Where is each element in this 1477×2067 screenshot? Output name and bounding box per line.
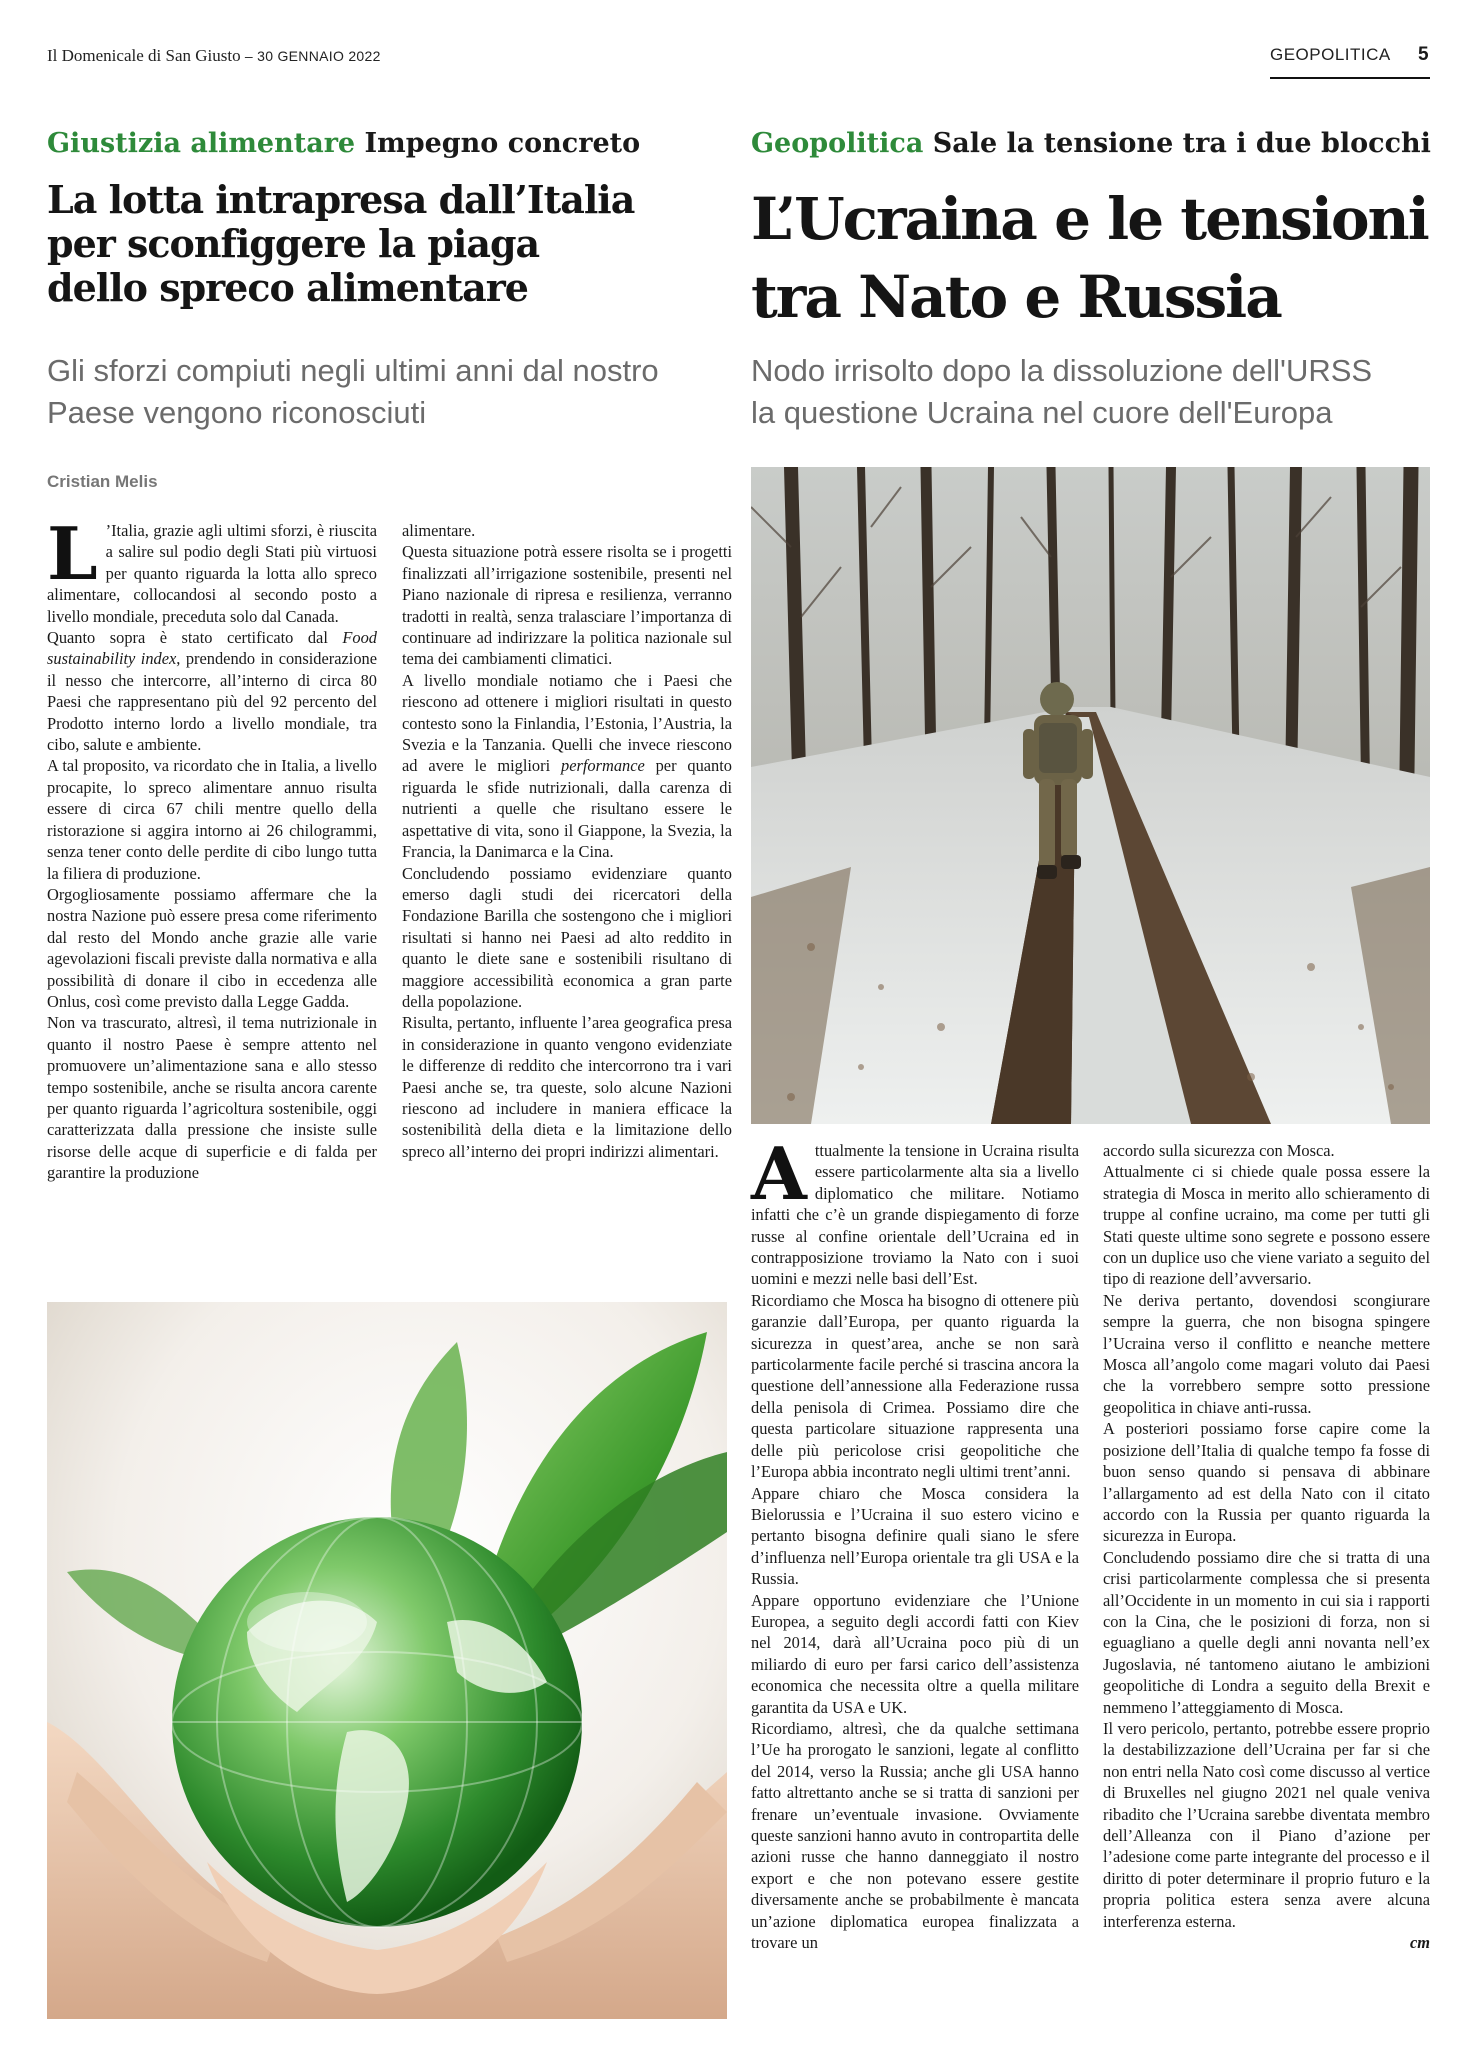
left-kicker <box>47 128 640 159</box>
paragraph: Appare opportuno evidenziare che l’Unione Europea, a seguito degli accordi fatti con Kiev nel 2014, darà all’Ucraina poco più di un miliardo di euro per farsi carico dell’assistenza economica che necessita oltre a quella militare garantita da USA e UK. <box>751 1590 1079 1717</box>
left-subtitle-line: Paese vengono riconosciuti <box>47 395 427 430</box>
right-article-column-2 <box>1103 1140 1430 1953</box>
paragraph: Ricordiamo, altresì, che da qualche settimana l’Ue ha prorogato le sanzioni, legate al conflitto del 2014, verso la Russia; anche gli USA hanno fatto altrettanto anche se si tratta di sanzioni per frenare un’eventuale invasione. Ovviamente queste sanzioni hanno avuto in contropartita delle azioni russe che hanno danneggiato il nostro export e che non potevano essere gestite diversamente anche se probabilmente è mancata un’azione diplomatica europea finalizzata a trovare un <box>751 1718 1079 1953</box>
trench-illustration <box>751 467 1430 1124</box>
publication-date: – 30 GENNAIO 2022 <box>244 48 381 64</box>
paragraph: Concludendo possiamo evidenziare quanto emerso dagli studi dei ricercatori della Fondazione Barilla che sostengono che i migliori risultati si hanno nei Paesi ad alto reddito in quanto le diete sane e sostenibili risultano di maggiore accessibilità economica a gran parte della popolazione. <box>402 863 732 1011</box>
byline: Cristian Melis <box>47 472 158 491</box>
publication-header <box>47 46 381 66</box>
left-kicker-topic: Giustizia alimentare <box>47 128 356 159</box>
paragraph: Concludendo possiamo dire che si tratta di una crisi particolarmente complessa che si presenta all’Occidente in un momento in cui sia i rapporti con la Cina, che le posizioni di forza, non si eguagliano a quelle degli anni novanta nell’ex Jugoslavia, né tantomeno aiutano le ambizioni geopolitiche di Londra a seguito della Brexit e nemmeno l’atteggiamento di Mosca. <box>1103 1547 1430 1717</box>
author-signature: cm <box>1409 1933 1430 1953</box>
paragraph: Appare chiaro che Mosca considera la Bielorussia e l’Ucraina il suo estero vicino e pertanto bisogna definire quali siano le sfere d’influenza nell’Europa orientale tra gli USA e la Russia. <box>751 1483 1079 1589</box>
right-headline-line: L’Ucraina e le tensioni <box>751 185 1428 253</box>
left-article-column-1 <box>47 511 377 1184</box>
paragraph: ’Italia, grazie agli ultimi sforzi, è riuscita a salire sul podio degli Stati più virtuosi per quanto riguarda la lotta allo spreco alimentare, collocandosi al secondo posto a livello mondiale, preceduta solo dal Canada. <box>47 521 377 626</box>
paragraph: A posteriori possiamo forse capire come la posizione dell’Italia di qualche tempo fa fosse di buon senso quando si pensava di abbinare l’allargamento ad est della Nato con il citato accordo con la Russia per quanto riguarda la sicurezza in Europa. <box>1103 1419 1430 1546</box>
right-subtitle-line: Nodo irrisolto dopo la dissoluzione dell'URSS <box>751 353 1373 388</box>
section-label: GEOPOLITICA <box>1270 45 1391 64</box>
right-kicker-topic: Geopolitica <box>751 128 924 159</box>
paragraph: Risulta, pertanto, influente l’area geografica presa in considerazione in quanto vengono evidenziate le differenze di reddito che intercorrono tra i vari Paesi anche se, tra queste, solo alcune Nazioni riescono ad includere in maniera efficace la sostenibilità della dieta e la limitazione dello spreco all’interno dei propri indirizzi alimentari. <box>402 1013 732 1161</box>
paragraph: A livello mondiale notiamo che i Paesi che riescono ad ottenere i migliori risultati in questo contesto sono la Finlandia, l’Estonia, l’Austria, la Svezia e la Tanzania. Quelli che invece riescono ad avere le migliori performance per quanto riguarda le sfide nutrizionali, dalla carenza di nutrienti a quelle che risultano essere le aspettative di vita, sono il Giappone, la Svezia, la Francia, la Danimarca e la Cina. <box>402 670 733 862</box>
header-rule <box>1270 77 1430 79</box>
globe-illustration <box>47 1302 727 2019</box>
paragraph: Ricordiamo che Mosca ha bisogno di ottenere più garanzie dall’Europa, per quanto riguarda la sicurezza in quest’area, anche se non sarà particolarmente facile perché si trascina ancora la questione dell’annessione alla Federazione russa della penisola di Crimea. Possiamo dire che questa particolare situazione rappresenta una delle più pericolose crisi geopolitiche che l’Europa abbia incontrato negli ultimi trent’anni. <box>751 1290 1079 1482</box>
globe-in-hands-photo <box>47 1302 727 2019</box>
paragraph: Questa situazione potrà essere risolta se i progetti finalizzati all’irrigazione sostenibile, presenti nel Piano nazionale di ripresa e resilienza, verranno tradotti in realtà, senza tralasciare l’importanza di continuare ad indirizzare la politica nazionale sul tema dei cambiamenti climatici. <box>402 542 732 669</box>
page-number: 5 <box>1418 44 1429 65</box>
paragraph: Non va trascurato, altresì, il tema nutrizionale in quanto il nostro Paese è sempre attento nel promuovere un’alimentazione sana e allo stesso tempo sostenibile, anche se risulta ancora carente per quanto riguarda l’agricoltura sostenibile, oggi caratterizzata dalla pressione che insiste sulle risorse delle acque di superficie e di falda per garantire la produzione <box>47 1013 377 1183</box>
soldier-trench-photo <box>751 467 1430 1124</box>
left-headline <box>47 178 707 310</box>
left-headline-line: dello spreco alimentare <box>47 265 528 310</box>
right-headline <box>751 180 1451 336</box>
right-kicker <box>751 128 1431 159</box>
left-subtitle-line: Gli sforzi compiuti negli ultimi anni dal nostro <box>47 353 659 388</box>
left-article-column-2 <box>402 520 732 1162</box>
left-kicker-tagline: Impegno concreto <box>364 128 641 159</box>
right-dropcap: A <box>751 1131 807 1216</box>
paragraph: Quanto sopra è stato certificato dal Food sustainability index, prendendo in considerazione il nesso che intercorre, all’interno di circa 80 Paesi che rappresentano più del 92 percento del Prodotto interno lordo a livello mondiale, tra cibo, salute e ambiente. <box>47 628 377 755</box>
right-subtitle-line: la questione Ucraina nel cuore dell'Europa <box>751 395 1333 430</box>
left-dropcap: L <box>47 511 98 596</box>
paragraph: alimentare. <box>402 521 476 540</box>
paragraph: ttualmente la tensione in Ucraina risulta essere particolarmente alta sia a livello diplomatico che militare. Notiamo infatti che c’è un grande dispiegamento di forze russe al confine orientale dell’Ucraina ed in contrapposizione troviamo la Nato con i suoi uomini e mezzi nelle basi dell’Est. <box>751 1141 1079 1289</box>
paragraph: Il vero pericolo, pertanto, potrebbe essere proprio la destabilizzazione dell’Ucraina per far si che non entri nella Nato così come discusso al vertice di Bruxelles nel giugno 2021 nel quale veniva ribadito che l’Ucraina sarebbe diventata membro dell’Alleanza con il Piano d’azione per l’adesione come parte integrante del processo e il diritto di poter determinare il proprio futuro e la propria politica estera senza avere alcuna interferenza esterna. <box>1103 1718 1430 1931</box>
publication-name: Il Domenicale di San Giusto <box>47 46 241 65</box>
right-article-column-1 <box>751 1131 1079 1953</box>
right-headline-line: tra Nato e Russia <box>751 263 1281 331</box>
paragraph: Orgogliosamente possiamo affermare che la nostra Nazione può essere presa come riferimento dal resto del Mondo anche grazie alle varie agevolazioni fiscali previste dalla normativa e alla possibilità di donare il cibo in eccedenza alle Onlus, così come previsto dalla Legge Gadda. <box>47 884 377 1011</box>
right-subtitle <box>751 350 1451 434</box>
paragraph: Ne deriva pertanto, dovendosi scongiurare sempre la guerra, che non bisogna spingere l’Ucraina verso il conflitto e neanche mettere Mosca all’angolo come magari voluto dai Paesi che la vorrebbero sempre sotto pressione geopolitica in chiave anti-russa. <box>1103 1290 1430 1417</box>
paragraph: Attualmente ci si chiede quale possa essere la strategia di Mosca in merito allo schieramento di truppe al confine ucraino, ma come per tutti gli Stati queste ultime sono segrete e possono essere con un duplice uso che viene variato a seguito del tipo di reazione dell’avversario. <box>1103 1162 1430 1289</box>
left-subtitle <box>47 350 727 434</box>
paragraph: A tal proposito, va ricordato che in Italia, a livello procapite, lo spreco alimentare annuo risulta essere di circa 67 chili mentre quello della ristorazione si aggira intorno ai 26 chilogrammi, senza tener conto delle perdite di cibo lungo tutta la filiera di produzione. <box>47 756 377 883</box>
right-kicker-tagline: Sale la tensione tra i due blocchi <box>932 128 1431 159</box>
left-headline-line: per sconfiggere la piaga <box>47 221 540 266</box>
paragraph: accordo sulla sicurezza con Mosca. <box>1103 1141 1335 1160</box>
left-headline-line: La lotta intrapresa dall’Italia <box>47 177 635 222</box>
